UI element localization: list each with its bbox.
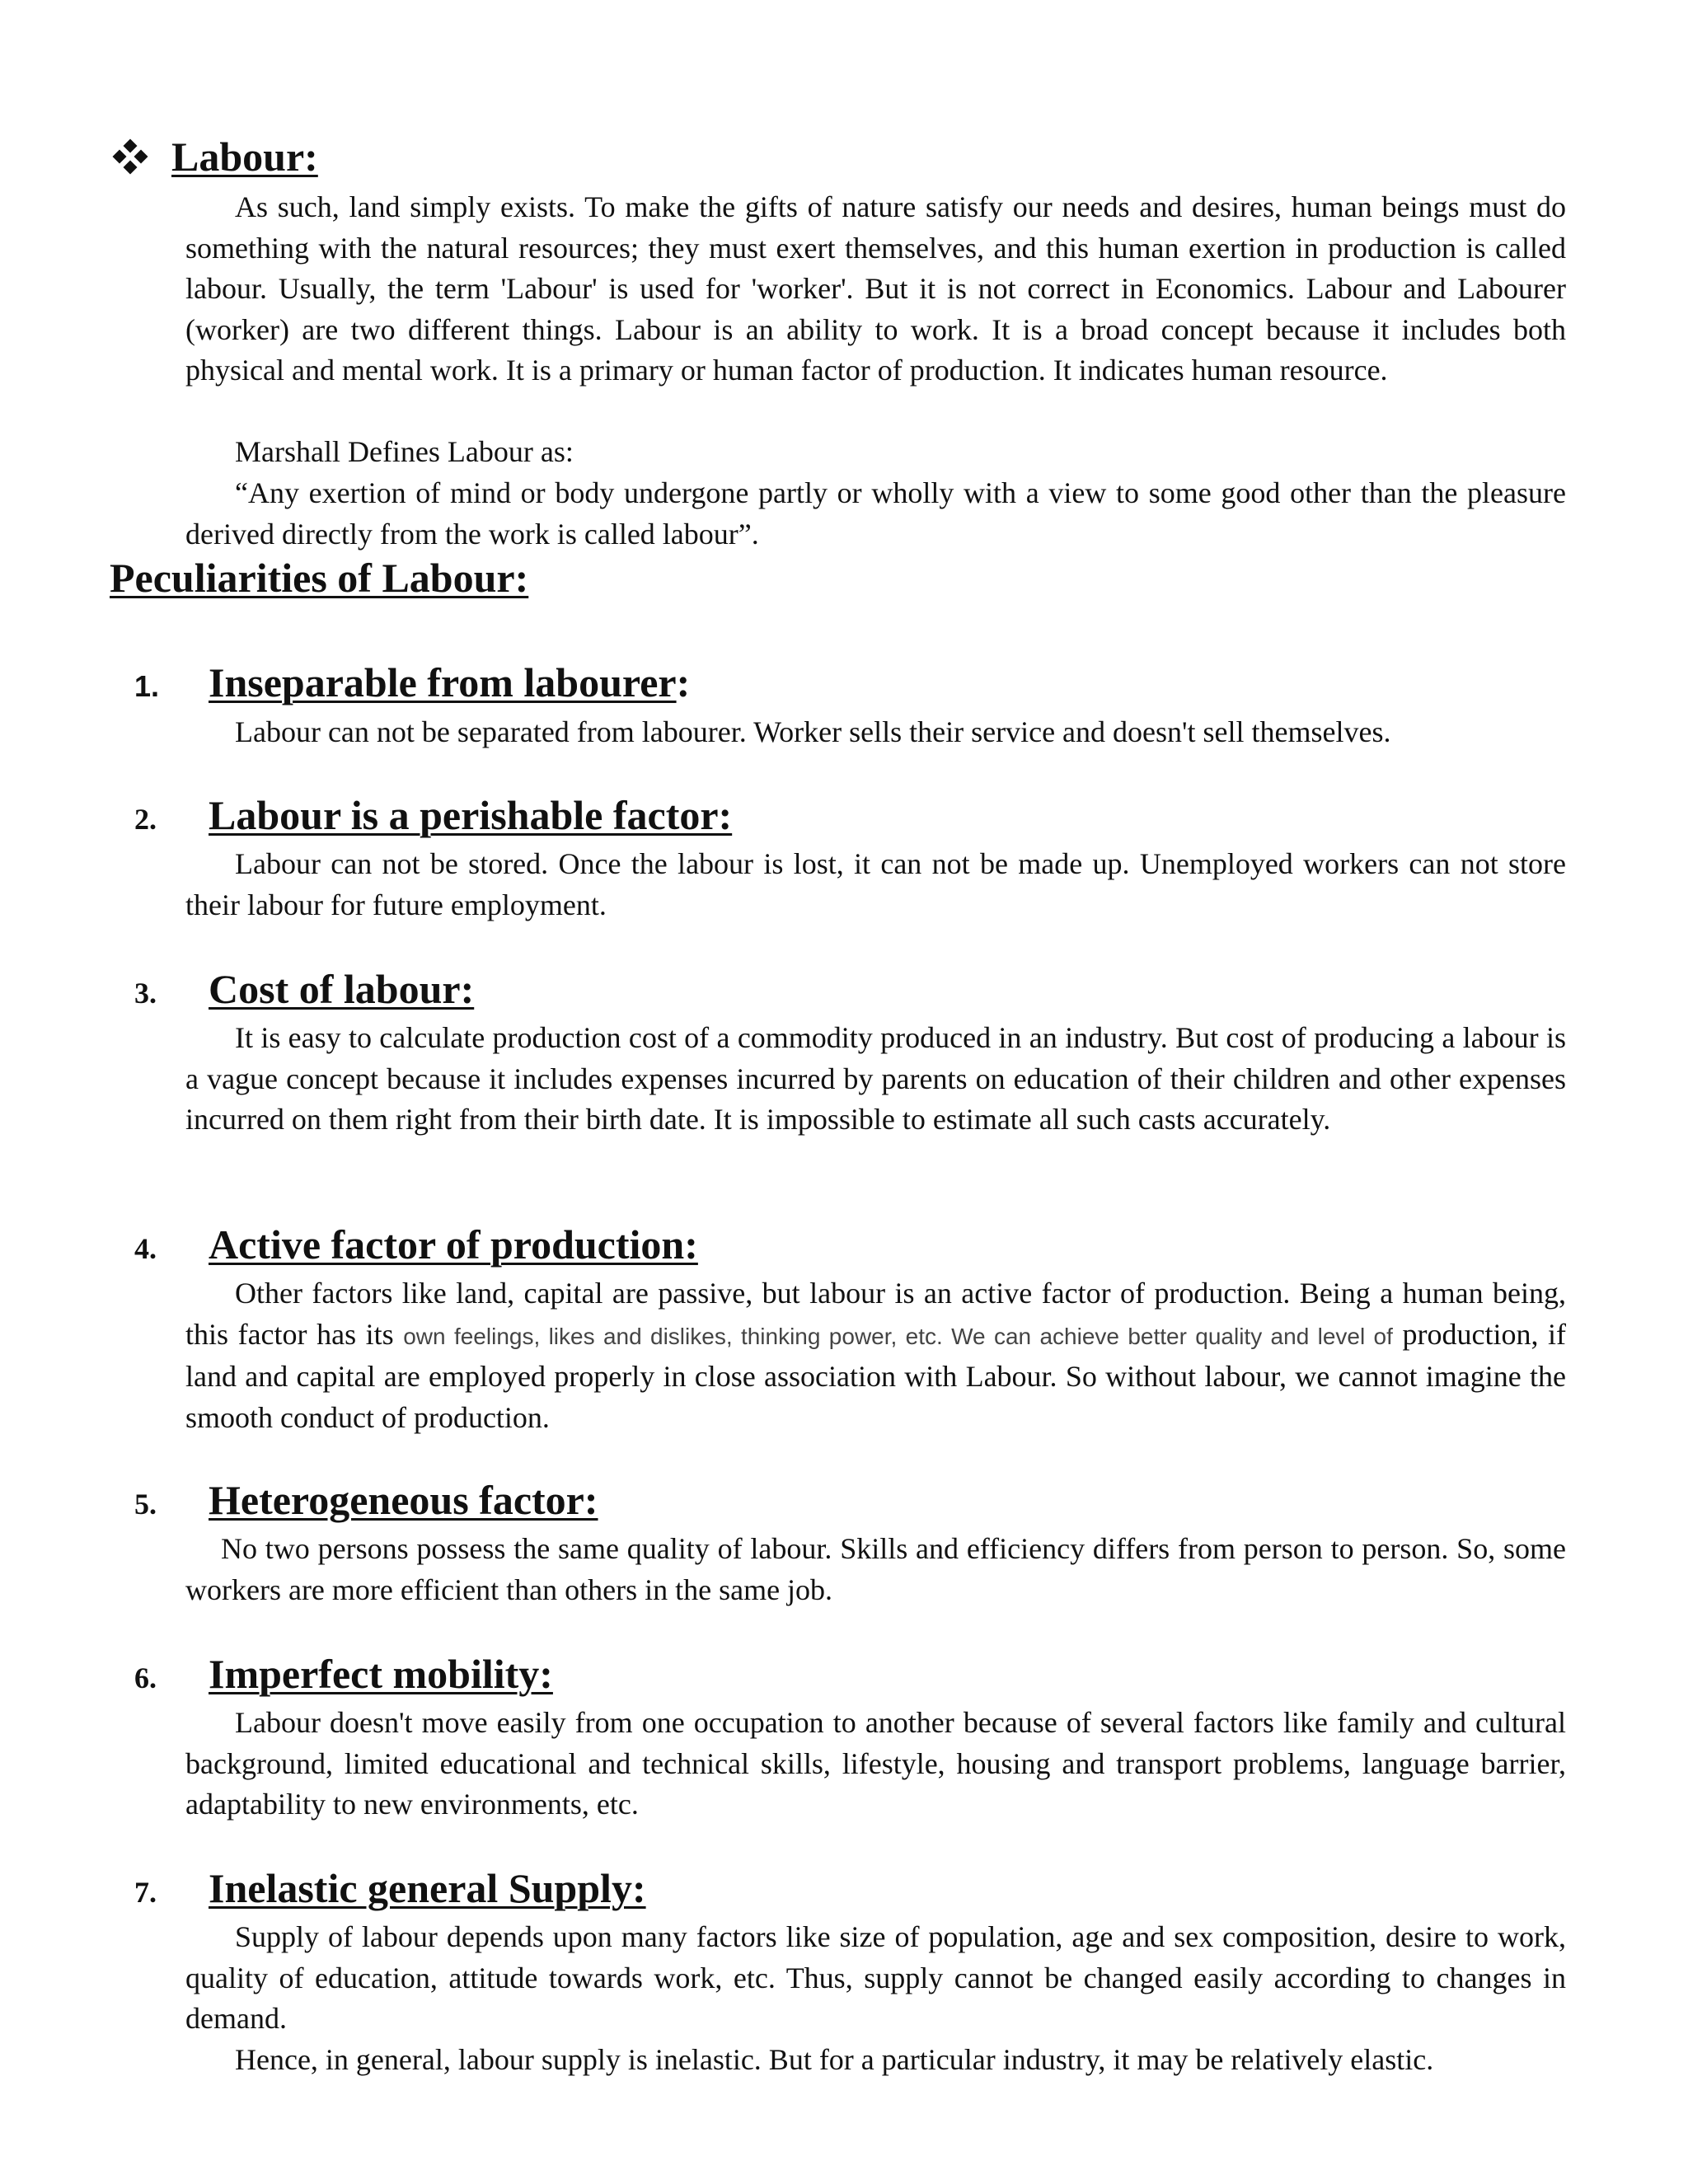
item-3-text: It is easy to calculate production cost of a commodity produced in an industry. But cost of producing a labour is a vague concept because it includes expenses incurred by parents on education of their children and other expenses incurred on them right from their birth date. It is impossible to estimate all such casts accurately. xyxy=(185,1021,1566,1136)
item-6-title: Imperfect mobility: xyxy=(209,1651,553,1697)
item-6-heading xyxy=(134,1650,553,1698)
item-4-text xyxy=(185,1273,1566,1438)
item-1-text: Labour can not be separated from labourer. Worker sells their service and doesn't sell themselves. xyxy=(235,715,1391,748)
item-5-title: Heterogeneous factor: xyxy=(209,1477,598,1523)
item-3-title: Cost of labour: xyxy=(209,966,475,1012)
item-4-text-part-c: production, if land and capital are employed properly in close association with Labour. So without labour, we cannot imagine the smooth conduct of production. xyxy=(185,1317,1567,1434)
item-5-number: 5. xyxy=(134,1488,157,1521)
item-3-number: 3. xyxy=(134,977,157,1010)
item-1-heading xyxy=(134,658,690,706)
marshall-quote: “Any exertion of mind or body undergone partly or wholly with a view to some good other than the pleasure derived directly from the work is called labour”. xyxy=(185,476,1566,551)
item-1-title-suffix: : xyxy=(676,659,691,705)
diamond-bullet-icon xyxy=(114,140,147,173)
marshall-definition-line: Marshall Defines Labour as: xyxy=(235,435,574,468)
item-7-heading xyxy=(134,1864,646,1912)
item-7-number: 7. xyxy=(134,1876,157,1909)
item-4-text-part-a: Other factors like land, capital are passive, but labour is an active factor of production. Being a human being, this factor has its xyxy=(185,1277,1566,1351)
intro-paragraph: As such, land simply exists. To make the gifts of nature satisfy our needs and desires, human beings must do something with the natural resources; they must exert themselves, and this human exertion in production is called labour. Usually, the term 'Labour' is used for 'worker'. But it is not correct in Economics. Labour and Labourer (worker) are two different things. Labour is an ability to work. It is a broad concept because it includes both physical and mental work. It is a primary or human factor of production. It indicates human resource. xyxy=(185,190,1566,387)
item-2-number: 2. xyxy=(134,803,157,836)
peculiarities-heading: Peculiarities of Labour: xyxy=(110,555,529,601)
item-5-text: No two persons possess the same quality of labour. Skills and efficiency differs from person to person. So, some workers are more efficient than others in the same job. xyxy=(185,1532,1566,1606)
item-2-text: Labour can not be stored. Once the labour is lost, it can not be made up. Unemployed workers can not store their labour for future employment. xyxy=(185,847,1566,921)
item-6-text: Labour doesn't move easily from one occupation to another because of several factors like family and cultural background, limited educational and technical skills, lifestyle, housing and transport problems, language barrier, adaptability to new environments, etc. xyxy=(185,1706,1566,1821)
item-7-title: Inelastic general Supply: xyxy=(209,1865,646,1911)
item-4-text-part-b: own feelings, likes and dislikes, thinking power, etc. We can achieve better quality and level of xyxy=(403,1323,1393,1349)
labour-heading-text: Labour: xyxy=(171,134,318,180)
item-3-heading xyxy=(134,965,474,1013)
item-4-number: 4. xyxy=(134,1232,157,1265)
item-6-number: 6. xyxy=(134,1661,157,1694)
item-4-title: Active factor of production: xyxy=(209,1221,698,1268)
labour-heading xyxy=(114,133,318,180)
item-5-heading xyxy=(134,1476,598,1524)
item-2-heading xyxy=(134,791,732,839)
item-7-conclusion: Hence, in general, labour supply is inelastic. But for a particular industry, it may be relatively elastic. xyxy=(235,2043,1434,2076)
item-2-title: Labour is a perishable factor: xyxy=(209,792,733,838)
item-1-number: 1. xyxy=(134,669,160,703)
item-7-text: Supply of labour depends upon many factors like size of population, age and sex composition, desire to work, quality of education, attitude towards work, etc. Thus, supply cannot be changed easily according to changes in demand. xyxy=(185,1920,1566,2035)
item-4-heading xyxy=(134,1221,698,1268)
item-1-title: Inseparable from labourer xyxy=(209,659,677,705)
